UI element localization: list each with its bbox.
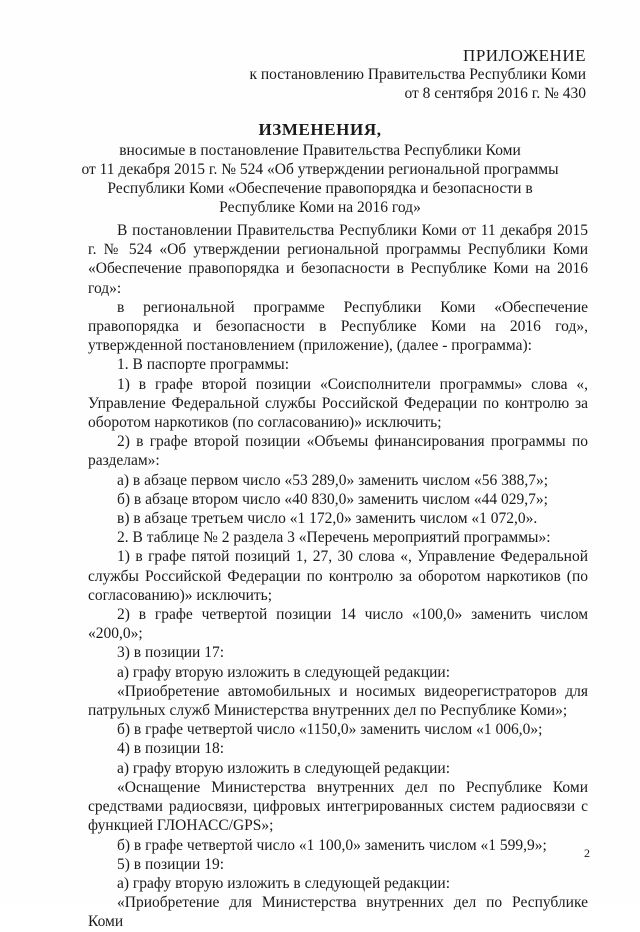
changes-subtitle bbox=[0, 141, 640, 217]
body-paragraph: б) в графе четвертой число «1150,0» заменить числом «1 006,0»; bbox=[117, 721, 543, 739]
body-paragraph: «Приобретение автомобильных и носимых видеорегистраторов для патрульных служб Министерства внутренних дел по Республике Коми»; bbox=[88, 682, 588, 720]
body-paragraph: 3) в позиции 17: bbox=[117, 644, 225, 662]
body-paragraph: 2. В таблице № 2 раздела 3 «Перечень мероприятий программы»: bbox=[117, 529, 551, 547]
body-paragraph: б) в графе четвертой число «1 100,0» заменить числом «1 599,9»; bbox=[117, 836, 547, 854]
body-paragraph: 5) в позиции 19: bbox=[117, 855, 225, 873]
appendix-date-line: от 8 сентября 2016 г. № 430 bbox=[404, 85, 586, 102]
document-body bbox=[88, 221, 588, 932]
body-paragraph: 2) в графе четвертой позиции 14 число «100,0» заменить числом «200,0»; bbox=[88, 606, 588, 643]
changes-subtitle-line: Республики Коми «Обеспечение правопорядка и безопасности в bbox=[107, 180, 533, 197]
body-paragraph: 2) в графе второй позиции «Объемы финансирования программы по разделам»: bbox=[88, 433, 588, 470]
body-paragraph: «Приобретение для Министерства внутренних дел по Республике Коми bbox=[88, 894, 588, 931]
body-paragraph: 1) в графе второй позиции «Соисполнители программы» слова «, Управление Федеральной службы Российской Федерации по контролю за оборотом наркотиков (по согласованию)» исключить; bbox=[88, 375, 588, 432]
body-paragraph: а) графу вторую изложить в следующей редакции: bbox=[117, 874, 451, 892]
appendix-header bbox=[249, 46, 586, 103]
body-paragraph: в региональной программе Республики Коми «Обеспечение правопорядка и безопасности в Республике Коми на 2016 год», утвержденной постановлением (приложение), (далее - программа): bbox=[88, 298, 588, 355]
body-paragraph: 4) в позиции 18: bbox=[117, 740, 225, 758]
body-paragraph: в) в абзаце третьем число «1 172,0» заменить числом «1 072,0». bbox=[117, 510, 538, 528]
changes-subtitle-line: вносимые в постановление Правительства Республики Коми bbox=[119, 142, 521, 159]
body-paragraph: а) в абзаце первом число «53 289,0» заменить числом «56 388,7»; bbox=[117, 471, 549, 489]
body-paragraph: «Оснащение Министерства внутренних дел по Республике Коми средствами радиосвязи, цифровых интегрированных систем радиосвязи с функцией ГЛОНАСС/GPS»; bbox=[88, 778, 588, 835]
body-paragraph: б) в абзаце втором число «40 830,0» заменить числом «44 029,7»; bbox=[117, 490, 548, 508]
appendix-title: ПРИЛОЖЕНИЕ bbox=[463, 46, 586, 65]
changes-subtitle-line: от 11 декабря 2015 г. № 524 «Об утверждении региональной программы bbox=[81, 161, 559, 178]
changes-subtitle-line: Республике Коми на 2016 год» bbox=[219, 199, 421, 216]
body-paragraph: 1. В паспорте программы: bbox=[117, 356, 290, 374]
changes-title: ИЗМЕНЕНИЯ, bbox=[258, 120, 382, 139]
body-paragraph: а) графу вторую изложить в следующей редакции: bbox=[117, 663, 451, 681]
page-number: 2 bbox=[584, 846, 590, 860]
body-paragraph: 1) в графе пятой позиций 1, 27, 30 слова «, Управление Федеральной службы Российской Федерации по контролю за оборотом наркотиков (по согласованию)» исключить; bbox=[88, 548, 588, 604]
body-paragraph: а) графу вторую изложить в следующей редакции: bbox=[117, 759, 451, 777]
appendix-decree-line: к постановлению Правительства Республики Коми bbox=[249, 66, 586, 83]
body-paragraph: В постановлении Правительства Республики Коми от 11 декабря 2015 г. № 524 «Об утверждении региональной программы Республики Коми «Обеспечение правопорядка и безопасности в Республике Коми на 2016 год»: bbox=[88, 222, 588, 297]
